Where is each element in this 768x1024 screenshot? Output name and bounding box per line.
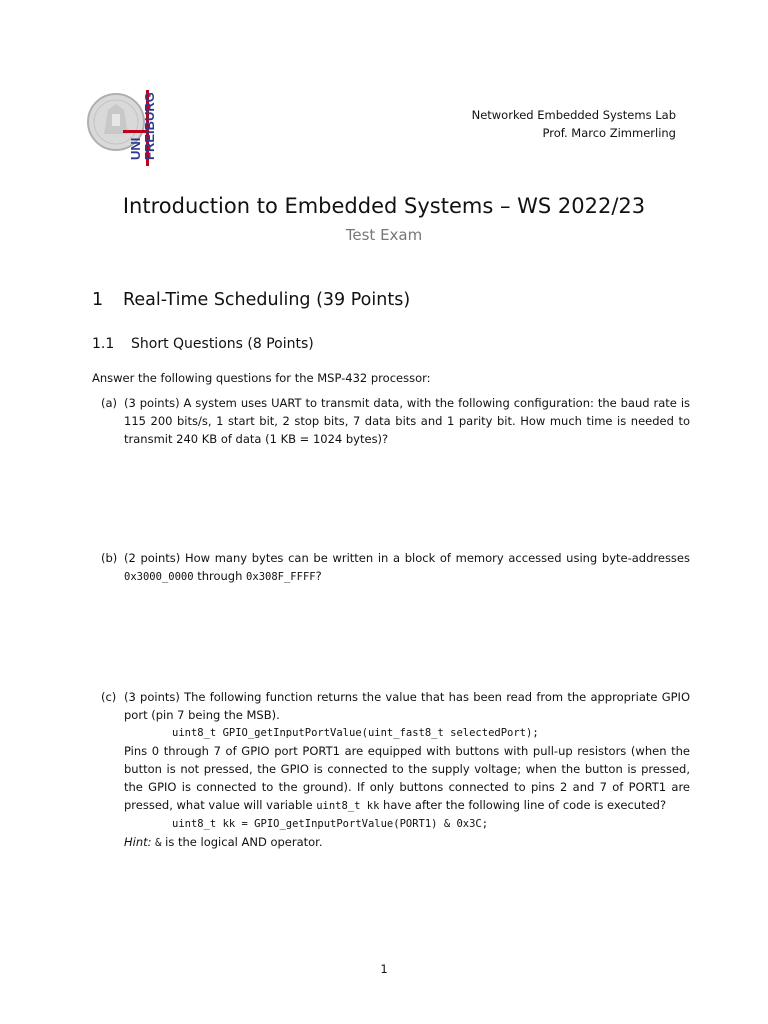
intro-text: Answer the following questions for the MSP-432 processor: — [92, 371, 431, 385]
question-text-part: Pins 0 through 7 of GPIO port PORT1 are equipped with buttons with pull-up resistors (when the button is not pressed, the GPIO is connected to the supply voltage; when the button is pressed, the GPIO is connected to the ground). If only buttons connected to pins 2 and 7 of PORT1 are pressed, what value will variable — [124, 744, 690, 812]
subsection-title: Short Questions (8 Points) — [131, 336, 314, 352]
section-heading — [92, 290, 410, 310]
question-text-part: through — [193, 569, 247, 583]
question-text-part: (2 points) How many bytes can be written in a block of memory accessed using byte-addresses — [124, 551, 690, 565]
question-b — [92, 549, 690, 586]
document-subtitle: Test Exam — [345, 226, 423, 244]
question-c — [92, 688, 690, 852]
lab-name: Networked Embedded Systems Lab — [471, 108, 676, 122]
subsection-number: 1.1 — [92, 336, 115, 352]
question-text: (3 points) The following function returns the value that has been read from the appropriate GPIO port (pin 7 being the MSB). — [124, 690, 690, 722]
professor-name: Prof. Marco Zimmerling — [542, 126, 676, 140]
header-block — [472, 106, 676, 142]
hint — [124, 833, 690, 852]
question-body — [124, 688, 690, 852]
question-label: (a) — [101, 396, 118, 410]
svg-text:FREIBURG: FREIBURG — [142, 92, 157, 160]
hint-text: is the logical AND operator. — [161, 835, 323, 849]
code-function-signature: uint8_t GPIO_getInputPortValue(uint_fast8_t selectedPort); — [172, 727, 539, 739]
university-logo — [86, 82, 166, 168]
hint-code: & — [155, 837, 162, 849]
code-address-start: 0x3000_0000 — [124, 571, 194, 583]
hint-label: Hint: — [124, 835, 152, 849]
question-text: (3 points) A system uses UART to transmit data, with the following configuration: the baud rate is 115 200 bits/s, 1 start bit, 2 stop bits, 7 data bits and 1 parity bit. How much time is needed to transmit 240 KB of data (1 KB = 1024 bytes)? — [124, 396, 690, 446]
question-text — [124, 549, 690, 586]
document-title: Introduction to Embedded Systems – WS 2022/23 — [122, 194, 646, 218]
question-text-part: have after the following line of code is executed? — [379, 798, 667, 812]
svg-text:UNI: UNI — [128, 137, 143, 160]
subsection-heading — [92, 336, 314, 352]
question-label: (b) — [101, 551, 118, 565]
code-address-end: 0x308F_FFFF — [246, 571, 316, 583]
code-variable: uint8_t kk — [316, 800, 380, 812]
code-line: uint8_t kk = GPIO_getInputPortValue(PORT1) & 0x3C; — [172, 818, 489, 830]
section-title: Real-Time Scheduling (39 Points) — [123, 290, 411, 310]
question-text-part: ? — [315, 569, 322, 583]
question-text — [124, 742, 690, 815]
question-label: (c) — [101, 690, 117, 704]
section-number: 1 — [92, 290, 104, 310]
page-number: 1 — [380, 962, 388, 976]
question-a — [92, 394, 690, 448]
